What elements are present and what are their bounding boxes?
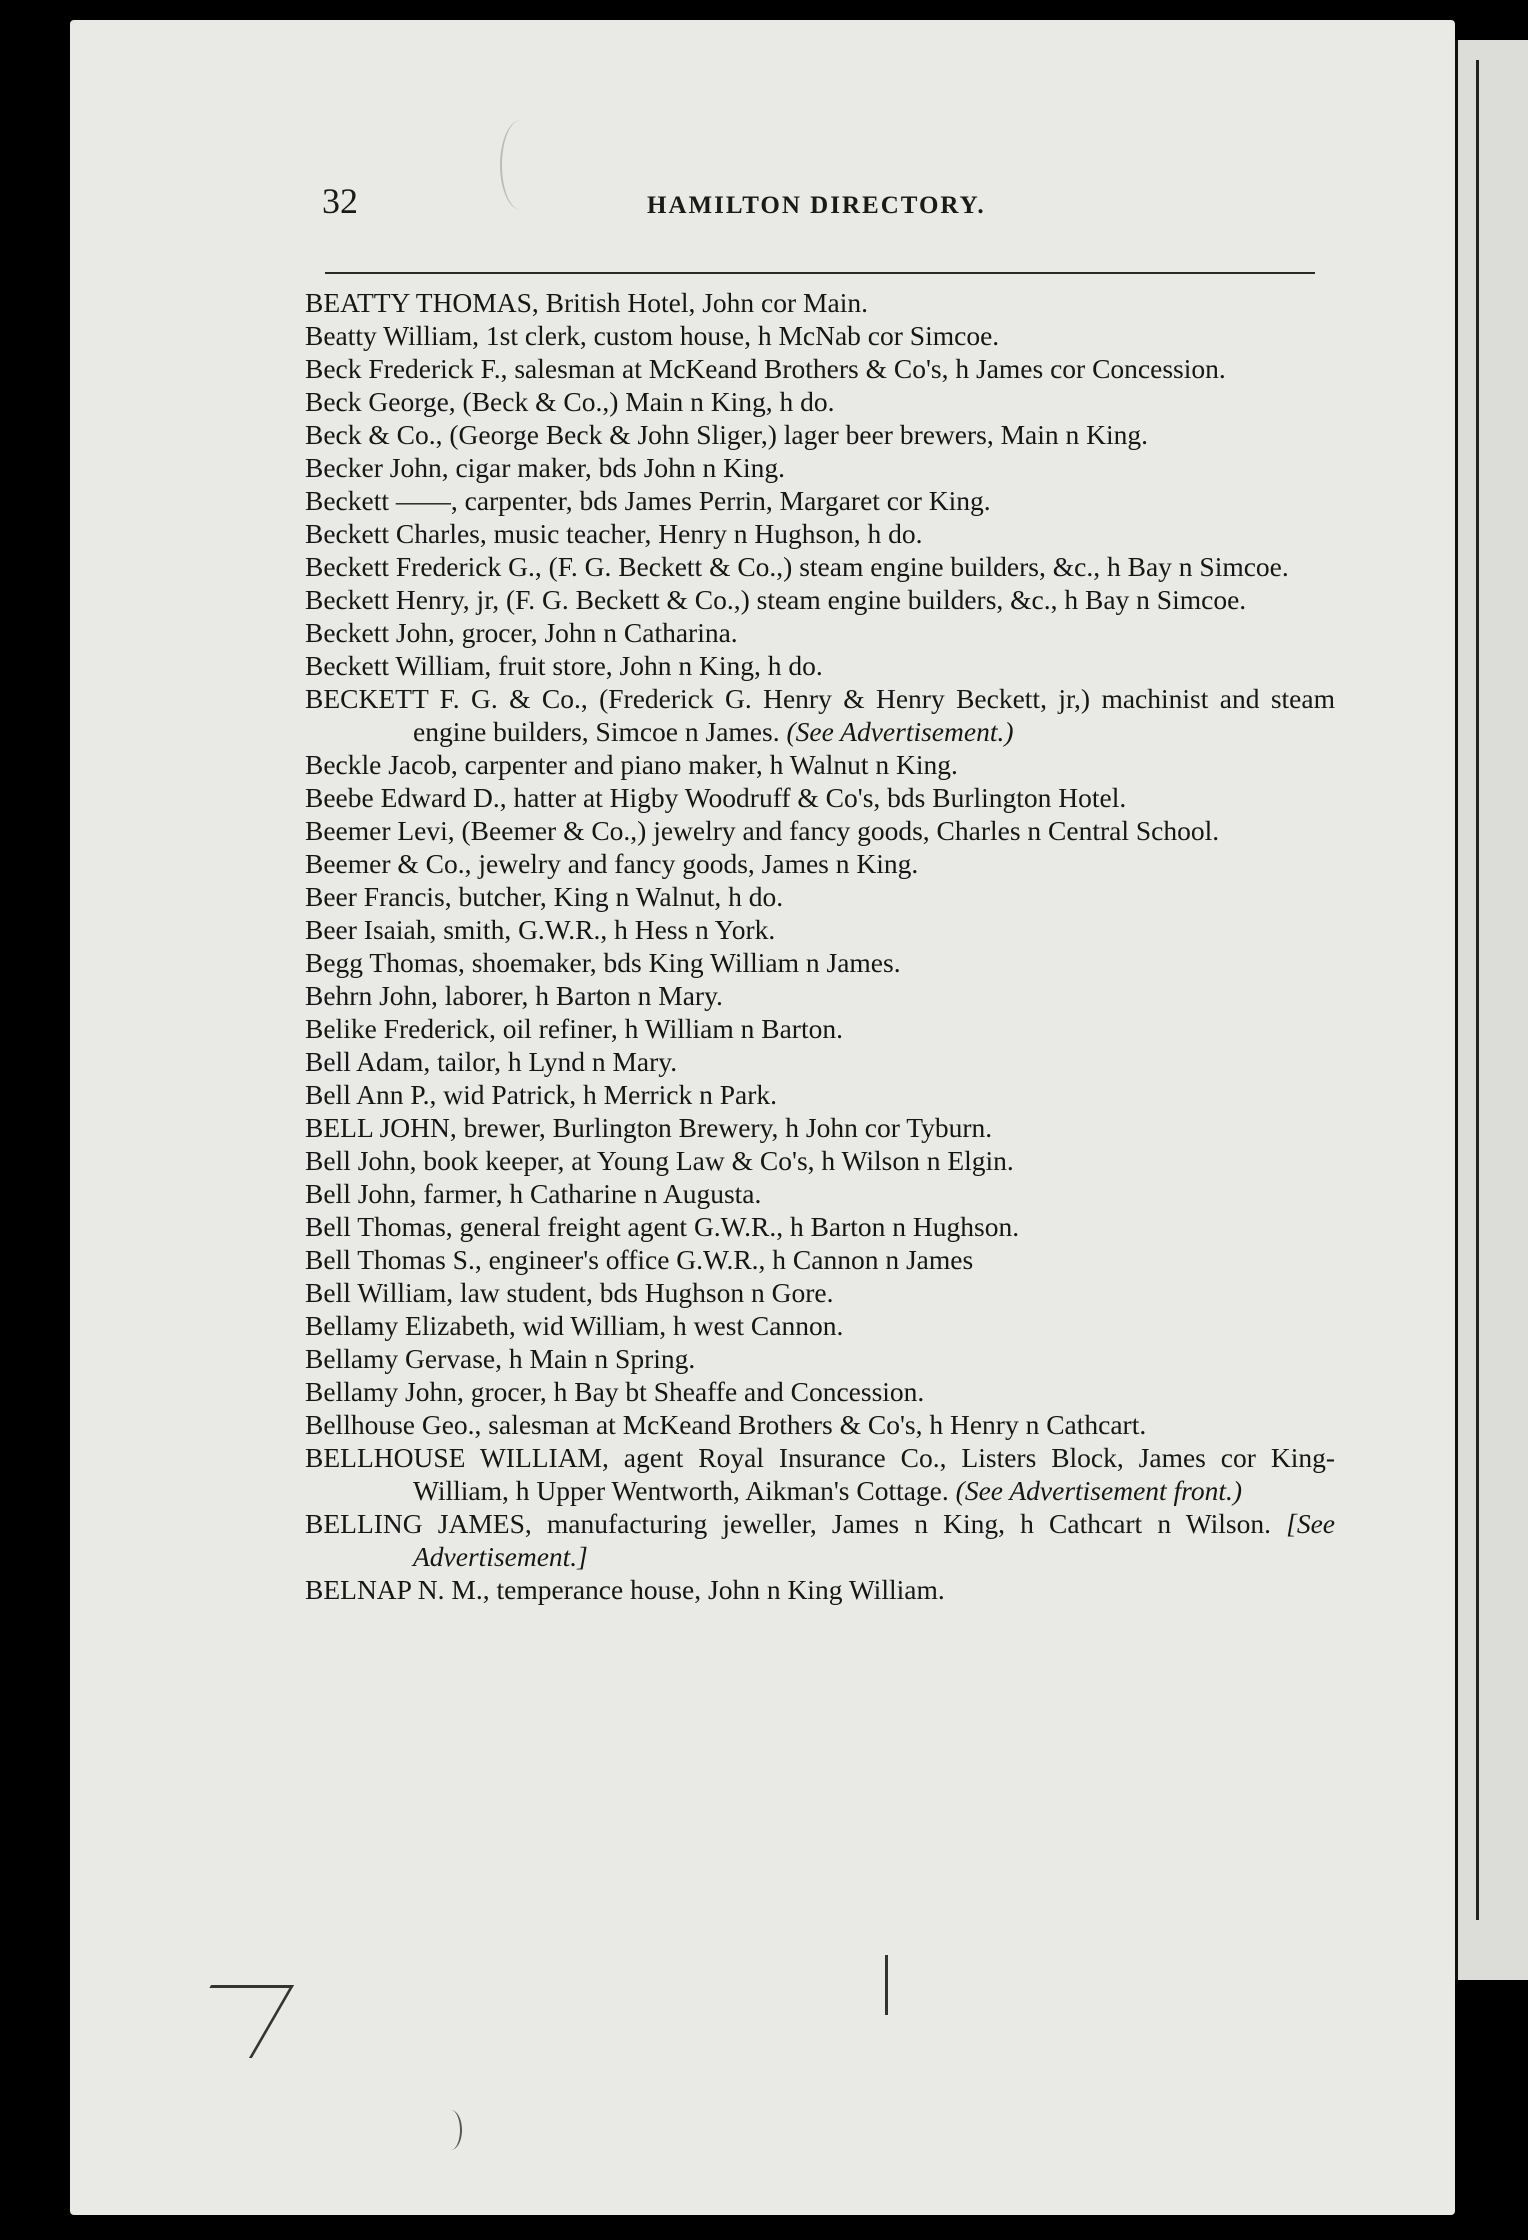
directory-entry [305, 682, 1335, 748]
entry-text: Beckle Jacob, carpenter and piano maker, h Walnut n King. [305, 749, 958, 780]
adjacent-page-edge [1455, 40, 1528, 1980]
directory-entry [305, 748, 1335, 781]
entry-text: BEATTY THOMAS, British Hotel, John cor Main. [305, 287, 868, 318]
directory-entry [305, 484, 1335, 517]
entry-text: Beckett Charles, music teacher, Henry n Hughson, h do. [305, 518, 923, 549]
entry-text: BELLHOUSE WILLIAM, agent Royal Insurance Co., Listers Block, James cor King-William, h Upper Wentworth, Aikman's Cottage. [305, 1442, 1335, 1506]
entry-text: Bellhouse Geo., salesman at McKeand Brothers & Co's, h Henry n Cathcart. [305, 1409, 1147, 1440]
directory-entry [305, 781, 1335, 814]
entry-text: Behrn John, laborer, h Barton n Mary. [305, 980, 723, 1011]
directory-entry [305, 880, 1335, 913]
entry-text: Beemer & Co., jewelry and fancy goods, James n King. [305, 848, 919, 879]
adjacent-page-border [1476, 60, 1479, 1920]
entry-text: BELL JOHN, brewer, Burlington Brewery, h John cor Tyburn. [305, 1112, 993, 1143]
directory-entry [305, 814, 1335, 847]
directory-entry [305, 1210, 1335, 1243]
directory-entry [305, 1342, 1335, 1375]
entry-text: Beckett William, fruit store, John n King, h do. [305, 650, 823, 681]
entry-text: Beckett Frederick G., (F. G. Beckett & Co.,) steam engine builders, &c., h Bay n Simcoe. [305, 551, 1289, 582]
entry-text: Bellamy Gervase, h Main n Spring. [305, 1343, 696, 1374]
entry-text: Beemer Levi, (Beemer & Co.,) jewelry and fancy goods, Charles n Central School. [305, 815, 1220, 846]
entry-text: BELLING JAMES, manufacturing jeweller, James n King, h Cathcart n Wilson. [305, 1508, 1271, 1539]
directory-entries [305, 286, 1335, 1606]
directory-entry [305, 352, 1335, 385]
directory-entry [305, 913, 1335, 946]
entry-text: Bell John, farmer, h Catharine n Augusta. [305, 1178, 762, 1209]
directory-entry [305, 946, 1335, 979]
pencil-mark [440, 2110, 462, 2150]
directory-entry [305, 451, 1335, 484]
entry-text: Beckett John, grocer, John n Catharina. [305, 617, 738, 648]
directory-entry [305, 1573, 1335, 1606]
running-title: HAMILTON DIRECTORY. [647, 192, 986, 219]
directory-entry [305, 1078, 1335, 1111]
entry-text: Beckett ——, carpenter, bds James Perrin, Margaret cor King. [305, 485, 991, 516]
entry-text: Belike Frederick, oil refiner, h William n Barton. [305, 1013, 843, 1044]
entry-text: Bellamy John, grocer, h Bay bt Sheaffe and Concession. [305, 1376, 925, 1407]
directory-entry [305, 649, 1335, 682]
directory-entry [305, 1375, 1335, 1408]
entry-text: Bell Thomas S., engineer's office G.W.R., h Cannon n James [305, 1244, 974, 1275]
entry-text: Bell Adam, tailor, h Lynd n Mary. [305, 1046, 678, 1077]
entry-text: Bell William, law student, bds Hughson n Gore. [305, 1277, 834, 1308]
entry-text: Bell John, book keeper, at Young Law & Co's, h Wilson n Elgin. [305, 1145, 1014, 1176]
directory-entry [305, 1408, 1335, 1441]
directory-entry [305, 1276, 1335, 1309]
pencil-mark [885, 1955, 888, 2015]
entry-text: Beckett Henry, jr, (F. G. Beckett & Co.,) steam engine builders, &c., h Bay n Simcoe. [305, 584, 1247, 615]
entry-text: Becker John, cigar maker, bds John n King. [305, 452, 786, 483]
entry-text: BECKETT F. G. & Co., (Frederick G. Henry & Henry Beckett, jr,) machinist and steam engine builders, Simcoe n James. [305, 683, 1335, 747]
directory-entry [305, 517, 1335, 550]
directory-entry [305, 1507, 1335, 1573]
advertisement-reference: [See Advertisement.] [413, 1508, 1335, 1572]
entry-text: BELNAP N. M., temperance house, John n King William. [305, 1574, 945, 1605]
entry-text: Beebe Edward D., hatter at Higby Woodruff & Co's, bds Burlington Hotel. [305, 782, 1127, 813]
page-number: 32 [322, 181, 358, 221]
entry-text: Bellamy Elizabeth, wid William, h west Cannon. [305, 1310, 844, 1341]
entry-text: Beck & Co., (George Beck & John Sliger,) lager beer brewers, Main n King. [305, 419, 1149, 450]
directory-entry [305, 847, 1335, 880]
directory-entry [305, 1111, 1335, 1144]
directory-entry [305, 319, 1335, 352]
directory-entry [305, 1243, 1335, 1276]
directory-entry [305, 979, 1335, 1012]
directory-entry [305, 1309, 1335, 1342]
entry-text: Beck Frederick F., salesman at McKeand Brothers & Co's, h James cor Concession. [305, 353, 1226, 384]
directory-entry [305, 583, 1335, 616]
directory-entry [305, 1144, 1335, 1177]
advertisement-reference: (See Advertisement.) [786, 716, 1014, 747]
directory-entry [305, 385, 1335, 418]
entry-text: Bell Ann P., wid Patrick, h Merrick n Park. [305, 1079, 778, 1110]
entry-text: Beatty William, 1st clerk, custom house, h McNab cor Simcoe. [305, 320, 1000, 351]
directory-entry [305, 1441, 1335, 1507]
page-header [322, 180, 1322, 240]
directory-entry [305, 286, 1335, 319]
directory-entry [305, 1177, 1335, 1210]
directory-entry [305, 550, 1335, 583]
directory-entry [305, 1045, 1335, 1078]
entry-text: Begg Thomas, shoemaker, bds King William n James. [305, 947, 901, 978]
entry-text: Beer Francis, butcher, King n Walnut, h do. [305, 881, 784, 912]
directory-entry [305, 418, 1335, 451]
entry-text: Beer Isaiah, smith, G.W.R., h Hess n York. [305, 914, 776, 945]
advertisement-reference: (See Advertisement front.) [955, 1475, 1243, 1506]
entry-text: Beck George, (Beck & Co.,) Main n King, h do. [305, 386, 835, 417]
entry-text: Bell Thomas, general freight agent G.W.R., h Barton n Hughson. [305, 1211, 1020, 1242]
directory-entry [305, 616, 1335, 649]
directory-entry [305, 1012, 1335, 1045]
header-rule [325, 272, 1315, 274]
